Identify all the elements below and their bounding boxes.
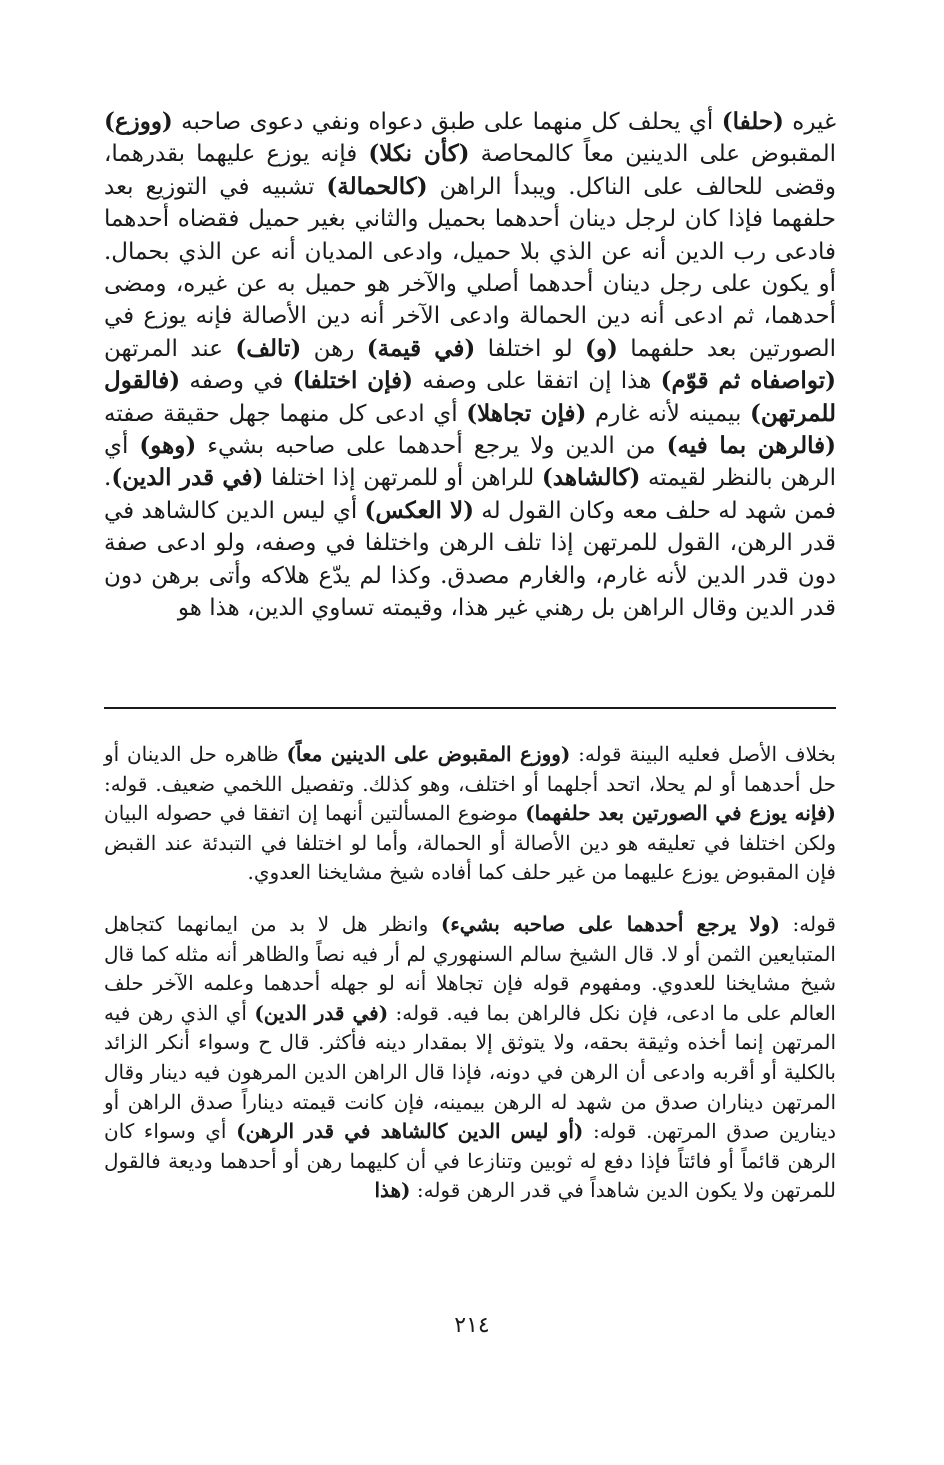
text-run: قوله: — [779, 911, 836, 936]
bold-term: (فإن اختلفا) — [292, 367, 414, 395]
bold-term: (تالف) — [235, 334, 302, 362]
bold-term: (ووزع) — [104, 108, 173, 135]
footnote-divider — [104, 707, 836, 709]
text-run: أي ادعى كل منهما جهل حقيقة صفته — [104, 400, 467, 427]
text-run: وانظر هل لا بد من ايمانهما كتجاهل المتبايعين الثمن أو لا. قال الشيخ سالم السنهوري لم أر فيه نصاً والظاهر أنه مثله كما قال شيخ مشايخنا للعدوي. ومفهوم قوله فإن تجاهلا أنه لو جهله أحدهما وعلمه الآخر حلف العالم على ما ادعى، فإن نكل فالراهن بما فيه. قوله: — [104, 911, 836, 1025]
footnote-paragraph-2 — [104, 910, 836, 1206]
text-run: عند المرتهن — [104, 335, 236, 362]
bold-term: (لا العكس) — [364, 496, 474, 524]
text-run: موضوع المسألتين أنهما إن اتفقا في حصوله البيان ولكن اختلفا في تعليقه هو دين الأصالة أو الحمالة، وأما لو اختلفا في التبدئة عند القبض فإن المقبوض يوزع عليهما من غير حلف كما أفاده شيخ مشايخنا العدوي. — [104, 801, 836, 885]
text-run: في وصفه — [180, 368, 293, 395]
bold-term: (حلفا) — [721, 108, 784, 135]
text-run: المقبوض على الدينين معاً كالمحاصة — [469, 141, 836, 168]
text-run: بخلاف الأصل فعليه البينة قوله: — [570, 742, 836, 766]
text-run: أي الرهن بالنظر لقيمته — [104, 433, 836, 492]
text-run: من الدين ولا يرجع أحدهما على صاحبه بشيء — [196, 433, 667, 460]
bold-term: (كالشاهد) — [541, 464, 641, 492]
bold-term: (كأن نكلا) — [368, 140, 470, 168]
text-run: للراهن أو للمرتهن إذا اختلفا — [263, 465, 542, 492]
main-paragraph — [104, 106, 836, 625]
bold-term: (فالرهن بما فيه) — [666, 432, 836, 460]
bold-term: (في قيمة) — [366, 334, 476, 362]
bold-term: (وهو) — [139, 432, 197, 460]
bold-term: (تواصفاه ثم قوّم) — [660, 367, 836, 395]
bold-term: (في قدر الدين) — [111, 464, 264, 492]
text-run: غيره — [783, 109, 836, 135]
bold-term: (ولا يرجع أحدهما على صاحبه بشيء) — [440, 911, 780, 936]
bold-term: (و) — [584, 334, 618, 362]
text-run: هذا إن اتفقا على وصفه — [413, 368, 661, 395]
text-run: . فمن شهد له حلف معه وكان القول له — [104, 465, 836, 524]
bold-term: (هذا — [374, 1178, 411, 1203]
bold-term: (كالحمالة) — [326, 172, 428, 200]
text-run: تشبيه في التوزيع بعد حلفهما فإذا كان لرجل دينان أحدهما بحميل والثاني بغير حميل فقضاه أحدهما فادعى رب الدين أنه عن الذي بلا حميل، وادعى المديان أنه عن الذي بحمال. أو يكون على رجل دينان أحدهما أصلي والآخر هو حميل به عن غيره، ومضى أحدهما، ثم ادعى أنه دين الحمالة وادعى الآخر أنه دين الأصالة فإنه يوزع في الصورتين بعد حلفهما — [104, 173, 836, 362]
bold-term: (ووزع المقبوض على الدينين معاً) — [286, 742, 571, 766]
bold-term: (أو ليس الدين كالشاهد في قدر الرهن) — [236, 1119, 584, 1144]
bold-term: (فالقول للمرتهن) — [104, 367, 836, 427]
bold-term: (فإنه يوزع في الصورتين بعد حلفهما) — [525, 801, 836, 826]
text-run: رهن — [301, 335, 367, 362]
text-run: فإنه يوزع عليهما بقدرهما، وقضى للحالف على الناكل. ويبدأ الراهن — [104, 141, 836, 200]
bold-term: (فإن تجاهلا) — [466, 399, 587, 427]
footnote-paragraph-1 — [104, 740, 836, 888]
text-run: أي الذي رهن فيه المرتهن إنما أخذه وثيقة بحقه، ولا يتوثق إلا بمقدار دينه فأكثر. قال ح وسواء أنكر الزائد بالكلية أو أقربه وادعى أن الرهن في دونه، فإذا قال الراهن الدين المرهون فيه دينار وقال المرتهن ديناران صدق من شهد له الرهن بيمينه، فإن كانت قيمته ديناراً صدق الراهن أو دينارين صدق المرتهن. قوله: — [104, 1000, 837, 1144]
text-run: بيمينه لأنه غارم — [586, 400, 750, 427]
footnotes-block — [104, 740, 836, 1206]
text-run: ظاهره حل الدينان أو حل أحدهما أو لم يحلا، اتحد أجلهما أو اختلف، وهو كذلك. وتفصيل اللخمي ضعيف. قوله: — [104, 742, 836, 796]
text-run: لو اختلفا — [475, 335, 585, 362]
text-run: أي يحلف كل منهما على طبق دعواه ونفي دعوى صاحبه — [172, 109, 722, 135]
main-text-block — [104, 106, 836, 625]
page-number: ٢١٤ — [454, 1313, 490, 1338]
text-run: أي وسواء كان الرهن قائماً أو فائتاً فإذا دفع له ثوبين وتنازعا في أن كليهما رهن أو أحدهما وديعة فالقول للمرتهن ولا يكون الدين شاهداً في قدر الرهن قوله: — [104, 1119, 836, 1203]
bold-term: (في قدر الدين) — [254, 1000, 389, 1025]
text-run: أي ليس الدين كالشاهد في قدر الرهن، القول للمرتهن إذا تلف الرهن واختلفا في وصفه، ولو ادعى صفة دون قدر الدين لأنه غارم، والغارم مصدق. وكذا لم يدّع هلاكه وأتى برهن دون قدر الدين وقال الراهن بل رهني غير هذا، وقيمته تساوي الدين، هذا هو — [104, 497, 836, 622]
